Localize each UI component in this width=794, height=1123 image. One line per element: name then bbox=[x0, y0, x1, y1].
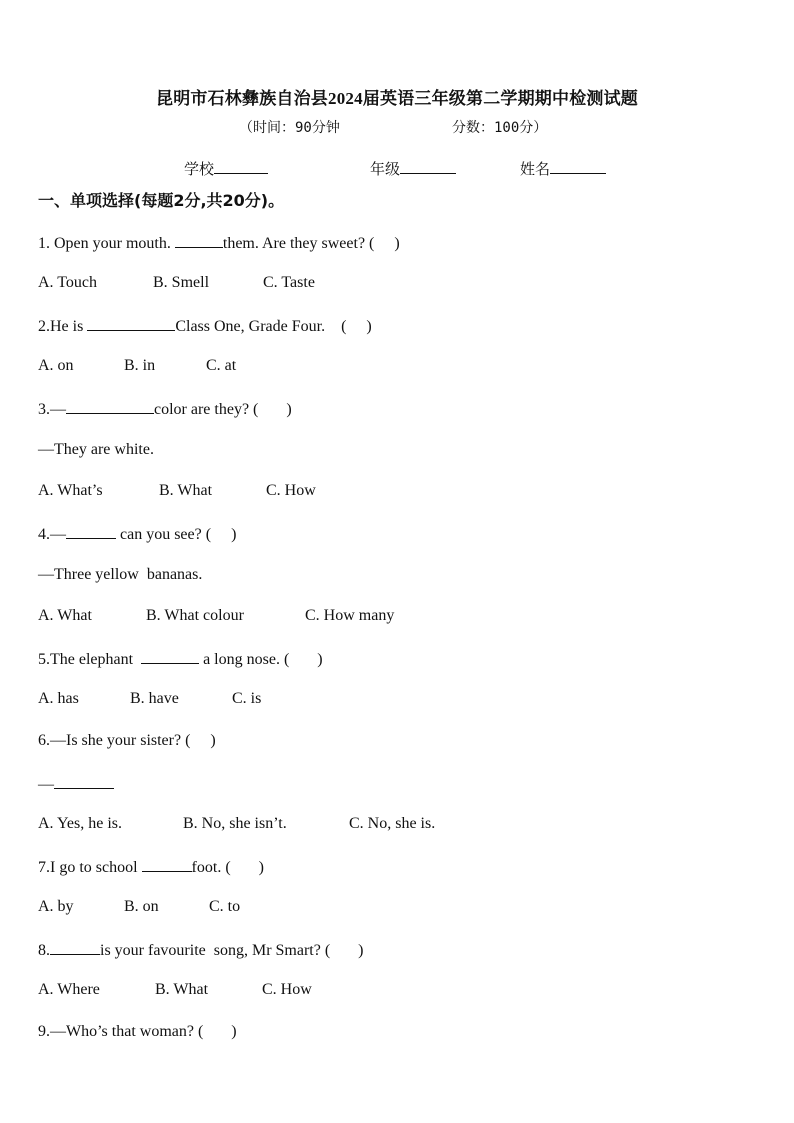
answer-line: —They are white. bbox=[38, 441, 154, 458]
grade-label: 年级 bbox=[370, 160, 401, 178]
answer-blank bbox=[66, 399, 154, 414]
option-a: A. on bbox=[38, 357, 74, 374]
question-7 bbox=[38, 857, 264, 877]
question-4 bbox=[38, 524, 236, 544]
grade-field bbox=[370, 158, 456, 179]
question-text: 5.The elephant bbox=[38, 651, 142, 668]
answer-blank bbox=[66, 524, 116, 539]
question-text: can you see? ( ) bbox=[116, 526, 237, 543]
question-text: Class One, Grade Four. ( ) bbox=[175, 318, 372, 335]
option-a: A. Yes, he is. bbox=[38, 815, 123, 832]
option-a: A. What’s bbox=[38, 482, 103, 499]
section-title: 一、单项选择(每题2分,共20分)。 bbox=[38, 191, 285, 210]
question-5 bbox=[38, 649, 323, 669]
answer-blank bbox=[141, 649, 199, 664]
question-3 bbox=[38, 399, 292, 419]
question-text: 1. Open your mouth. bbox=[38, 235, 175, 252]
option-a: A. Where bbox=[38, 981, 100, 998]
exam-time: （时间：90分钟 bbox=[239, 120, 340, 136]
school-blank bbox=[214, 161, 268, 174]
option-c: C. How bbox=[262, 981, 312, 998]
option-c: C. at bbox=[206, 357, 237, 374]
option-a: A. Touch bbox=[38, 274, 98, 291]
answer-blank bbox=[87, 316, 175, 331]
question-text: a long nose. ( ) bbox=[199, 651, 323, 668]
option-b: B. have bbox=[130, 690, 179, 707]
option-c: C. to bbox=[209, 898, 241, 915]
question-text: 2.He is bbox=[38, 318, 88, 335]
option-b: B. What bbox=[159, 482, 213, 499]
question-text: foot. ( ) bbox=[191, 859, 264, 876]
question-text: color are they? ( ) bbox=[154, 401, 292, 418]
question-8 bbox=[38, 940, 364, 960]
question-text: 7.I go to school bbox=[38, 859, 142, 876]
name-blank bbox=[550, 161, 606, 174]
answer-dash: — bbox=[38, 776, 54, 793]
option-a: A. What bbox=[38, 607, 92, 624]
answer-line bbox=[38, 774, 114, 794]
option-b: B. on bbox=[124, 898, 159, 915]
question-text: 3.— bbox=[38, 401, 66, 418]
option-c: C. is bbox=[232, 690, 262, 707]
option-c: C. No, she is. bbox=[349, 815, 436, 832]
exam-title: 昆明市石林彝族自治县2024届英语三年级第二学期期中检测试题 bbox=[156, 89, 638, 108]
option-c: C. Taste bbox=[263, 274, 315, 291]
option-a: A. has bbox=[38, 690, 79, 707]
school-label: 学校 bbox=[184, 160, 215, 178]
option-b: B. Smell bbox=[153, 274, 210, 291]
question-text: is your favourite song, Mr Smart? ( ) bbox=[100, 942, 364, 959]
question-1 bbox=[38, 233, 400, 253]
name-field bbox=[520, 158, 606, 179]
option-b: B. What colour bbox=[146, 607, 244, 624]
answer-line: —Three yellow bananas. bbox=[38, 566, 203, 583]
answer-blank bbox=[54, 774, 114, 789]
question-2 bbox=[38, 316, 372, 336]
option-a: A. by bbox=[38, 898, 74, 915]
answer-blank bbox=[175, 233, 223, 248]
option-c: C. How bbox=[266, 482, 316, 499]
question-6: 6.—Is she your sister? ( ) bbox=[38, 732, 216, 749]
name-label: 姓名 bbox=[520, 160, 551, 178]
grade-blank bbox=[400, 161, 456, 174]
school-field bbox=[184, 158, 268, 179]
exam-score: 分数：100分） bbox=[452, 120, 548, 136]
answer-blank bbox=[50, 940, 100, 955]
question-text: 4.— bbox=[38, 526, 66, 543]
question-9: 9.—Who’s that woman? ( ) bbox=[38, 1023, 237, 1040]
question-text: 8. bbox=[38, 942, 50, 959]
question-text: them. Are they sweet? ( ) bbox=[222, 235, 400, 252]
option-b: B. in bbox=[124, 357, 156, 374]
answer-blank bbox=[142, 857, 192, 872]
option-b: B. No, she isn’t. bbox=[183, 815, 287, 832]
option-b: B. What bbox=[155, 981, 209, 998]
option-c: C. How many bbox=[305, 607, 395, 624]
